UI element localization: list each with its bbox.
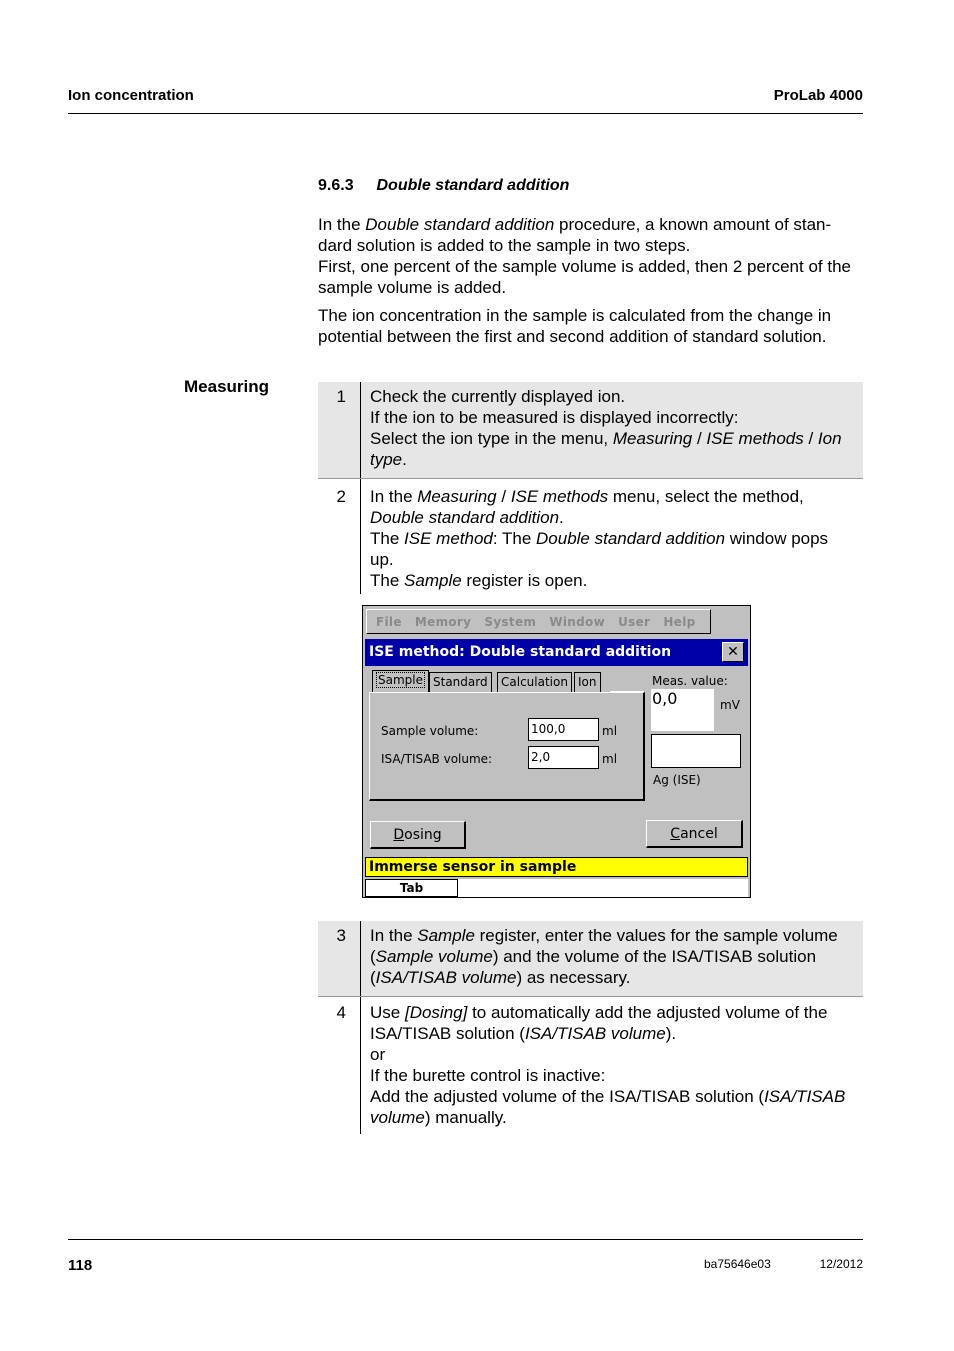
sample-volume-label: Sample volume:: [381, 724, 479, 738]
step-number: 2: [318, 479, 361, 594]
step-row-2: [318, 479, 863, 594]
page-number: 118: [68, 1257, 93, 1274]
step-row-1: [318, 382, 863, 479]
step-text: Use [Dosing] to automatically add the adjusted volume of the ISA/TISAB solution (ISA/TISAB volume). or If the burette control is inactive: Add the adjusted volume of the ISA/TISAB solution (ISA/TISAB volume) manually.: [370, 1003, 846, 1127]
tab-standard[interactable]: Standard: [429, 672, 492, 692]
dosing-button[interactable]: Dosing: [370, 821, 466, 849]
menu-system[interactable]: System: [484, 615, 537, 629]
doc-date: 12/2012: [819, 1257, 863, 1271]
intro-paragraph-2: The ion concentration in the sample is calculated from the change in potential between the first and second addition of standard solution.: [318, 306, 832, 346]
close-icon: ✕: [727, 644, 739, 660]
section-heading: [318, 177, 569, 195]
isa-volume-unit: ml: [602, 752, 618, 766]
ion-type-label: Ag (ISE): [653, 773, 701, 787]
header-rule: [68, 113, 863, 114]
step-number: 1: [318, 382, 361, 478]
menu-window[interactable]: Window: [549, 615, 605, 629]
step-text: In the Measuring / ISE methods menu, select the method, Double standard addition. The ISE method: The Double standard addition window pops up. The Sample register is open.: [370, 487, 829, 590]
step-text: Check the currently displayed ion. If the ion to be measured is displayed incorrectly: Select the ion type in the menu, Measuring / ISE methods / Ion type.: [370, 387, 842, 469]
close-button[interactable]: [722, 642, 744, 662]
isa-volume-input[interactable]: 2,0: [528, 746, 599, 769]
doc-number: ba75646e03: [704, 1257, 771, 1271]
step-text: In the Sample register, enter the values for the sample volume (Sample volume) and the volume of the ISA/TISAB solution (ISA/TISAB volume) as necessary.: [370, 926, 838, 987]
sample-volume-input[interactable]: 100,0: [528, 718, 599, 741]
menu-user[interactable]: User: [618, 615, 651, 629]
tab-ion[interactable]: Ion: [574, 672, 601, 692]
steps-table-2: [318, 921, 863, 1134]
menu-bar: [366, 609, 711, 634]
menu-help[interactable]: Help: [663, 615, 696, 629]
step-number: 3: [318, 921, 361, 996]
meas-value-label: Meas. value:: [652, 674, 728, 688]
dialog-title: ISE method: Double standard addition: [369, 644, 672, 660]
header-chapter: Ion concentration: [68, 87, 194, 104]
ise-method-dialog: [362, 605, 751, 898]
sample-panel: [369, 692, 645, 801]
section-title: Double standard addition: [376, 177, 570, 194]
dialog-title-bar: [365, 639, 748, 666]
isa-volume-label: ISA/TISAB volume:: [381, 752, 493, 766]
footer-rule: [68, 1239, 863, 1240]
meas-value-display: 0,0: [651, 689, 714, 731]
step-row-4: [318, 997, 863, 1134]
tab-softkey[interactable]: Tab: [365, 879, 458, 897]
step-row-3: [318, 921, 863, 997]
side-label-measuring: Measuring: [184, 377, 270, 396]
intro-paragraph-1: In the Double standard addition procedure, a known amount of stan- dard solution is added to the sample in two steps. First, one percent of the sample volume is added, then 2 percent of the sample volume is added.: [318, 215, 851, 297]
steps-table-1: [318, 382, 863, 594]
menu-memory[interactable]: Memory: [414, 615, 472, 629]
meas-value-unit: mV: [720, 698, 740, 712]
ion-display-box: [651, 734, 741, 768]
tab-sample[interactable]: Sample: [372, 670, 429, 692]
cancel-button[interactable]: Cancel: [646, 820, 743, 848]
header-product: ProLab 4000: [773, 87, 863, 104]
step-number: 4: [318, 997, 361, 1134]
menu-file[interactable]: File: [376, 615, 402, 629]
section-number: 9.6.3: [318, 177, 354, 194]
tab-calculation[interactable]: Calculation: [497, 672, 572, 692]
sample-volume-unit: ml: [602, 724, 618, 738]
softkey-bar: [365, 879, 748, 897]
status-bar: Immerse sensor in sample: [365, 857, 748, 877]
